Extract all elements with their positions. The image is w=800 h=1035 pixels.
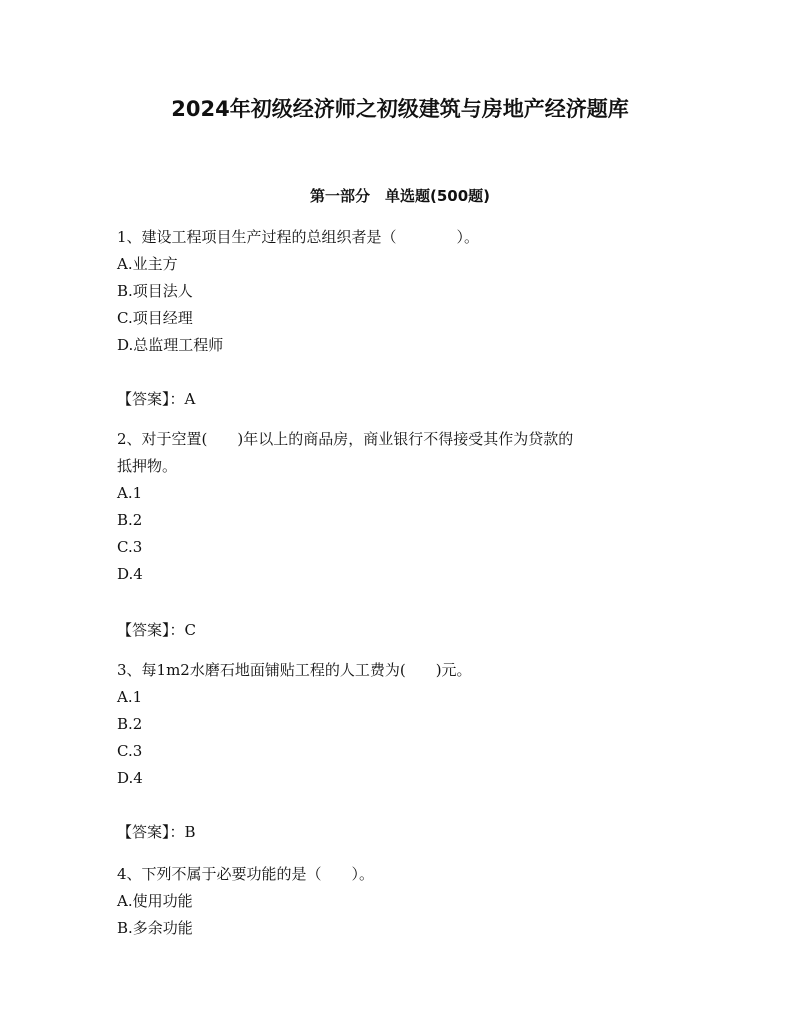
question-1-stem: 1、建设工程项目生产过程的总组织者是（ ）。 <box>117 228 480 246</box>
question-2-answer: 【答案】：C <box>117 621 196 639</box>
question-1-option-c: C.项目经理 <box>117 309 193 327</box>
question-4-option-b: B.多余功能 <box>117 919 193 937</box>
question-1-option-d: D.总监理工程师 <box>117 336 224 354</box>
question-4-option-a: A.使用功能 <box>117 892 193 910</box>
question-3-stem: 3、每1m2水磨石地面铺贴工程的人工费为( )元。 <box>117 661 472 679</box>
question-3-option-c: C.3 <box>117 742 143 760</box>
question-4-stem: 4、下列不属于必要功能的是（ ）。 <box>117 865 375 883</box>
question-2-stem-continued: 抵押物。 <box>117 457 178 475</box>
question-1-option-a: A.业主方 <box>117 255 178 273</box>
question-2-option-a: A.1 <box>117 484 143 502</box>
document-title: 2024年初级经济师之初级建筑与房地产经济题库 <box>171 97 629 121</box>
question-1-option-b: B.项目法人 <box>117 282 193 300</box>
question-1-answer: 【答案】：A <box>117 390 196 408</box>
question-2-stem: 2、对于空置( )年以上的商品房，商业银行不得接受其作为贷款的 <box>117 430 574 448</box>
question-2-option-b: B.2 <box>117 511 143 529</box>
question-3-answer: 【答案】：B <box>117 823 196 841</box>
question-3-option-b: B.2 <box>117 715 143 733</box>
question-2-option-d: D.4 <box>117 565 143 583</box>
section-title: 第一部分 单选题(500题) <box>309 187 491 205</box>
question-3-option-a: A.1 <box>117 688 143 706</box>
question-2-option-c: C.3 <box>117 538 143 556</box>
question-3-option-d: D.4 <box>117 769 143 787</box>
